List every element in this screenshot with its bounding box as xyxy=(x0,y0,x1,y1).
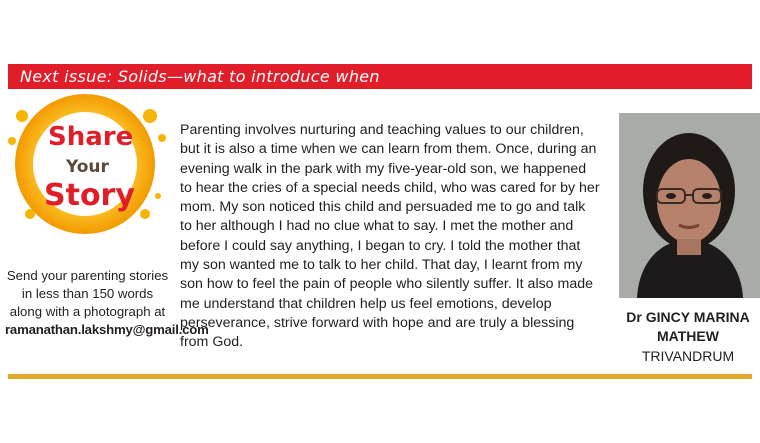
next-issue-text: Next issue: Solids—what to introduce when xyxy=(20,67,380,86)
portrait-image-icon xyxy=(619,113,760,298)
bottom-divider xyxy=(8,374,752,379)
share-your-story-logo xyxy=(0,86,180,236)
logo-your-text: Your xyxy=(66,157,109,177)
submission-invitation xyxy=(5,267,209,339)
submission-email: ramanathan.lakshmy@gmail.com xyxy=(5,322,209,337)
logo-share-text: Share xyxy=(48,122,134,152)
invitation-text: Send your parenting stories in less than 150 words along with a photograph at xyxy=(6,268,169,319)
author-photo xyxy=(619,113,760,298)
logo-story-text: Story xyxy=(44,178,135,213)
author-name: Dr GINCY MARINA MATHEW xyxy=(626,309,750,344)
author-city: TRIVANDRUM xyxy=(641,348,735,364)
story-paragraph: Parenting involves nurturing and teaching values to our children, but it is also a time when we can learn from them. Once, during an evening walk in the park with my five-year-old son, we happened to hear the cries of a special needs child, who was cared for by her mom. My son noticed this child and persuaded me to go and talk to her although I had no clue what to say. I met the mother and before I could say anything, I began to cry. I told the mother that my son wanted me to talk to her child. That day, I learnt from my son how to feel the pain of people who silently suffer. It also made me understand that children help us feel emotions, develop perseverance, strive forward with hope and are truly a blessing from God. xyxy=(180,122,600,351)
story-body xyxy=(180,121,600,353)
